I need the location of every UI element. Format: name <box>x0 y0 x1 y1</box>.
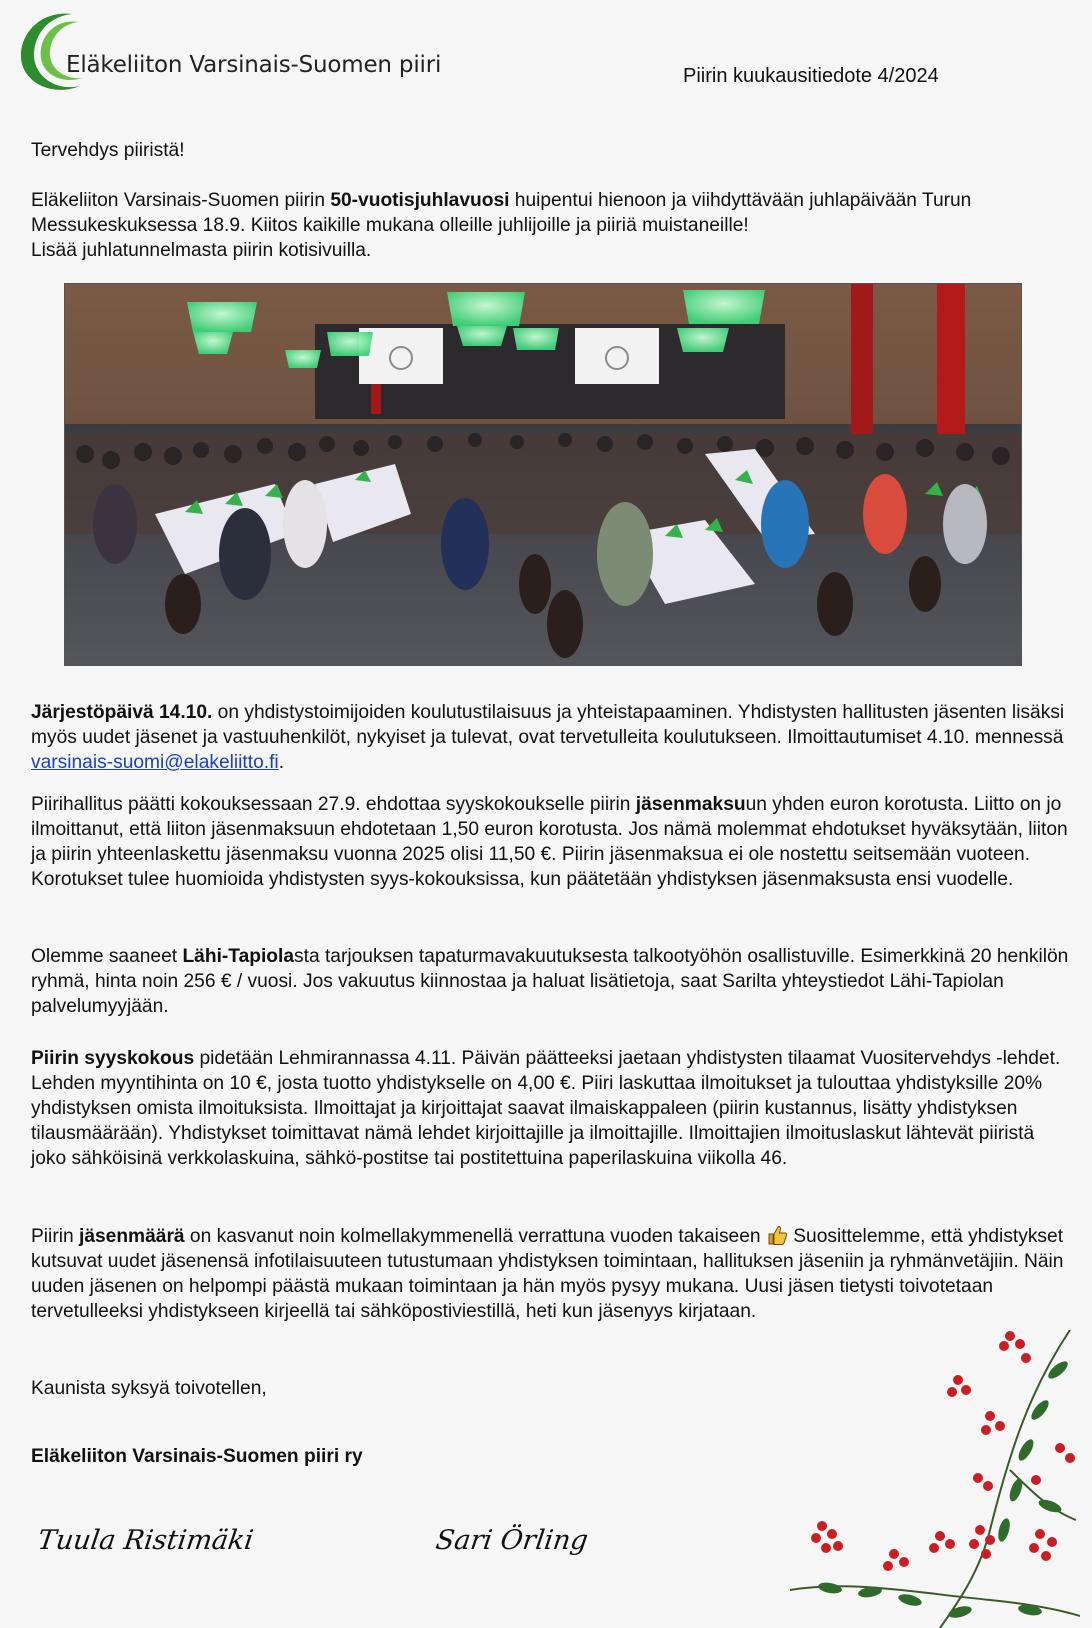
issue-label: Piirin kuukausitiedote 4/2024 <box>683 65 939 87</box>
signature-tuula: Tuula Ristimäki <box>35 1525 256 1556</box>
autumn-meeting-paragraph <box>31 1046 1071 1171</box>
org-day-bold: Järjestöpäivä 14.10. <box>31 702 213 723</box>
signature-sari: Sari Örling <box>433 1525 590 1556</box>
member-count-paragraph <box>31 1224 1071 1324</box>
crescent-logo-icon <box>14 8 104 94</box>
header <box>0 0 1092 105</box>
logo <box>14 8 442 94</box>
ins-text: Olemme saaneet <box>31 946 183 967</box>
intro-text-rest: huipentui hienoon ja viihdyttävään juhlapäivään Turun Messukeskuksessa 18.9. Kiitos kaikille mukana olleille juhlijoille ja piiriä muistaneille! <box>31 190 972 236</box>
insurance-paragraph <box>31 944 1071 1019</box>
thumbs-up-icon <box>766 1224 788 1246</box>
count-text-rest: Suosittelemme, että yhdistykset kutsuvat uudet jäsenensä infotilaisuuteen tutustumaan yhdistyksen toimintaan, hallituksen jäseniin ja ryhmänvetäjiin. Näin uuden jäsenen on helpompi päästä mukaan toimintaan ja hän myös pysyy mukana. Uusi jäsen tietysti toivotetaan tervetulleeksi yhdistykseen kirjeellä tai sähköpostiviestillä, heti kun jäsenyys kirjataan. <box>31 1226 1064 1322</box>
ins-bold: Lähi-Tapiola <box>182 946 295 967</box>
banquet-hall-image <box>65 284 1022 666</box>
membership-fee-paragraph <box>31 792 1071 892</box>
fee-text: Piirihallitus päätti kokouksessaan 27.9. ehdottaa syyskokoukselle piirin <box>31 794 636 815</box>
count-text: Piirin <box>31 1226 79 1247</box>
org-day-end: . <box>278 752 285 773</box>
signature-org: Eläkeliiton Varsinais-Suomen piiri ry <box>31 1446 363 1467</box>
fee-text-rest: un yhden euron korotusta. Liitto on jo ilmoittanut, että liiton jäsenmaksuun ehdotetaan 1,50 euron korotusta. Jos nämä molemmat ehdotukset hyväksytään, liiton ja piirin yhteenlaskettu jäsenmaksu vuonna 2025 olisi 11,50 €. Piirin jäsenmaksua ei ole nostettu seitsemään vuoteen. Korotukset tulee huomioida yhdistysten syys-kokouksissa, kun päätetään yhdistyksen jäsenmaksusta ensi vuodelle. <box>31 794 1068 890</box>
organization-day-paragraph <box>31 700 1071 775</box>
intro-line3: Lisää juhlatunnelmasta piirin kotisivuilla. <box>31 240 372 261</box>
meet-bold: Piirin syyskokous <box>31 1048 195 1069</box>
meet-text: pidetään Lehmirannassa 4.11. Päivän päätteeksi jaetaan yhdistysten tilaamat Vuositervehdys -lehdet. Lehden myyntihinta on 10 €, josta tuotto yhdistykselle on 4,00 €. Piiri laskuttaa ilmoitukset ja tulouttaa yhdistyksille 20% yhdistyksen omista ilmoituksista. Ilmoittajat ja kirjoittajat saavat ilmaiskappaleen (piirin kustannus, lisätty yhdistyksen tilausmäärään). Yhdistykset toimittavat nämä lehdet kirjoittajille ja ilmoittajille. Ilmoittajien ilmoituslaskut lähtevät piiristä joko sähköisinä verkkolaskuina, sähkö-postitse tai postitettuina paperilaskuina viikolla 46. <box>31 1048 1061 1169</box>
rowan-berry-decoration <box>790 1330 1080 1628</box>
logo-text: Eläkeliiton Varsinais-Suomen piiri <box>66 52 442 78</box>
org-day-text: on yhdistystoimijoiden koulutustilaisuus ja yhteistapaaminen. Yhdistysten hallitusten jäsenten lisäksi myös uudet jäsenet ja vastuuhenkilöt, nykyiset ja tulevat, ovat tervetulleita koulutukseen. Ilmoittautumiset 4.10. mennessä <box>31 702 1065 748</box>
intro-bold: 50-vuotisjuhlavuosi <box>330 190 510 211</box>
email-link[interactable]: varsinais-suomi@elakeliitto.fi <box>31 752 279 773</box>
gala-photo <box>64 283 1022 666</box>
count-text-mid: on kasvanut noin kolmellakymmenellä verrattuna vuoden takaiseen <box>184 1226 761 1247</box>
intro-paragraph <box>31 188 1071 263</box>
intro-text: Eläkeliiton Varsinais-Suomen piirin <box>31 190 331 211</box>
fee-bold: jäsenmaksu <box>635 794 746 815</box>
closing-text: Kaunista syksyä toivotellen, <box>31 1378 267 1399</box>
greeting: Tervehdys piiristä! <box>31 140 185 161</box>
ins-text-rest: sta tarjouksen tapaturmavakuutuksesta talkootyöhön osallistuville. Esimerkkinä 20 henkilön ryhmä, hinta noin 256 € / vuosi. Jos vakuutus kiinnostaa ja haluat lisätietoja, saat Sarilta yhteystiedot Lähi-Tapiolan palvelumyyjään. <box>31 946 1069 1017</box>
count-bold: jäsenmäärä <box>78 1226 185 1247</box>
